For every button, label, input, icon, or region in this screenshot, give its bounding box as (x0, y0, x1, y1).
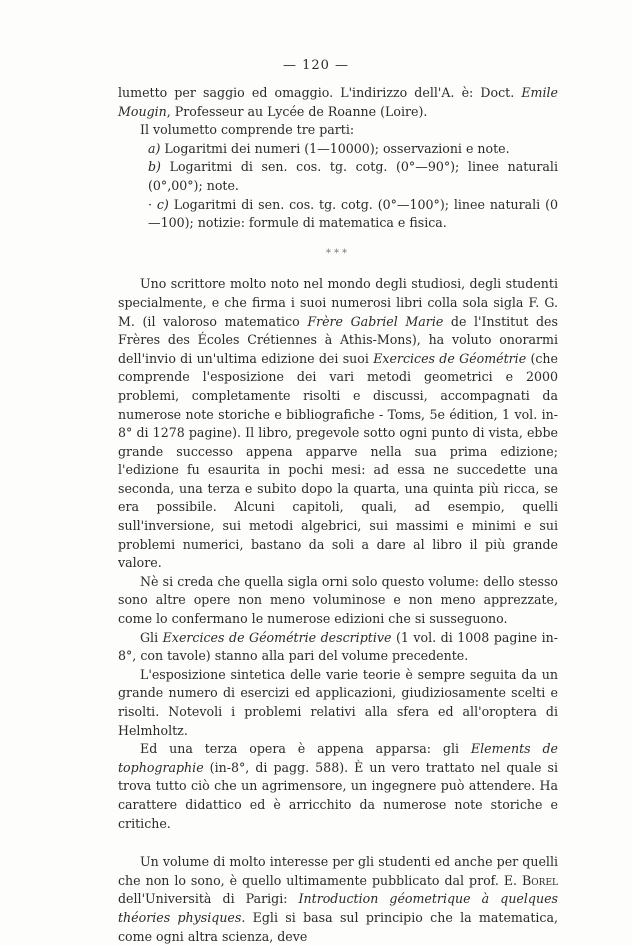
list-item-c (118, 196, 558, 233)
text-run: (1 vol. di 1008 pagine in-8°, con tavole) stanno alla pari del volume precedente. (118, 629, 558, 664)
section-separator: *** (326, 247, 350, 259)
text-run: Ed una terza opera è appena apparsa: gli (140, 741, 471, 757)
book-title: Elements de tophographie (118, 741, 558, 775)
book-title: Exercices de Géométrie (373, 350, 527, 366)
list-item-a (118, 140, 558, 159)
paragraph-other-works: Nè si creda che quella sigla orni solo questo volume: dello stesso sono altre opere non meno voluminose e non meno apprezzate, come lo confermano le numerose edizioni che si susseguono. (118, 573, 558, 627)
list-text: Logaritmi dei numeri (1—10000); osservazioni e note. (160, 140, 510, 156)
book-title: Introduction géometrique à quelques théories physiques. (118, 891, 558, 925)
text-run: , Professeur au Lycée de Roanne (Loire). (166, 103, 428, 119)
text-run: (in-8°, di pagg. 588). È un vero trattato nel quale si trova tutto ciò che un agrimensore, un ingegnere può attendere. Ha carattere didattico ed è arricchito da numerose note storiche e critiche. (118, 759, 558, 831)
list-text: Logaritmi di sen. cos. tg. cotg. (0°—90°); linee naturali (0°,00°); note. (148, 159, 558, 193)
page-body (118, 84, 558, 946)
list-label: · c) (148, 196, 169, 212)
author-name: Borel (522, 872, 558, 888)
list-item-b (118, 158, 558, 195)
list-label: a) (148, 140, 161, 156)
paragraph-address (118, 84, 558, 121)
paragraph-topography (118, 740, 558, 833)
page-number: — 120 — (282, 58, 350, 73)
paragraph-parts-intro: Il volumetto comprende tre parti: (140, 122, 355, 138)
author-name: Frère Gabriel Marie (307, 313, 444, 329)
list-label: b) (148, 159, 161, 175)
paragraph-exposition: L'esposizione sintetica delle varie teorie è sempre seguita da un grande numero di esercizi ed applicazioni, giudiziosamente scelti e risolti. Notevoli i problemi relativi alla sfera ed all'oroptera di Helmholtz. (118, 666, 558, 738)
author-name: Emile Mougin (118, 85, 558, 119)
text-run: Uno scrittore molto noto nel mondo degli studiosi, degli studenti specialmente, e che firma i suoi numerosi libri colla sola sigla F. G. M. (il valoroso matematico (118, 276, 558, 329)
paragraph-gap (118, 833, 558, 853)
text-run: de l'Institut des Frères des Écoles Crétiennes à Athis-Mons), ha voluto onorarmi dell'invio di un'ultima edizione dei suoi (118, 313, 558, 366)
book-title: Exercices de Géométrie descriptive (162, 629, 392, 645)
paragraph-fgm (118, 275, 558, 573)
text-run: (che comprende l'esposizione dei vari metodi geometrici e 2000 problemi, completamente risolti e discussi, accompagnati da numerose note storiche e bibliografiche - Toms, 5e édition, 1 vol. in-8° di 1278 pagine). Il libro, pregevole sotto ogni punto di vista, ebbe grande successo appena apparve nella sua prima edizione; l'edizione fu esaurita in pochi mesi: ad essa ne succedette una seconda, una terza e subito dopo la quarta, una quinta più ricca, se era possibile. Alcuni capitoli, quali, ad esempio, quelli sull'inversione, sui metodi algebrici, sui massimi e minimi e sui problemi numerici, bastano da soli a dare al libro il più grande valore. (118, 350, 558, 571)
text-run: Gli (140, 629, 163, 645)
text-run: lumetto per saggio ed omaggio. L'indirizzo dell'A. è: Doct. (118, 85, 522, 100)
text-run: dell'Università di Parigi: (118, 891, 299, 907)
text-run: Un volume di molto interesse per gli studenti ed anche per quelli che non lo sono, è quello ultimamente pubblicato dal prof. E. (118, 854, 558, 888)
paragraph-descriptive (118, 629, 558, 666)
text-run: Egli si basa sul principio che la matematica, come ogni altra scienza, deve (118, 909, 558, 944)
list-text: Logaritmi di sen. cos. tg. cotg. (0°—100°); linee naturali (0—100); notizie: formule di matematica e fisica. (148, 196, 558, 231)
